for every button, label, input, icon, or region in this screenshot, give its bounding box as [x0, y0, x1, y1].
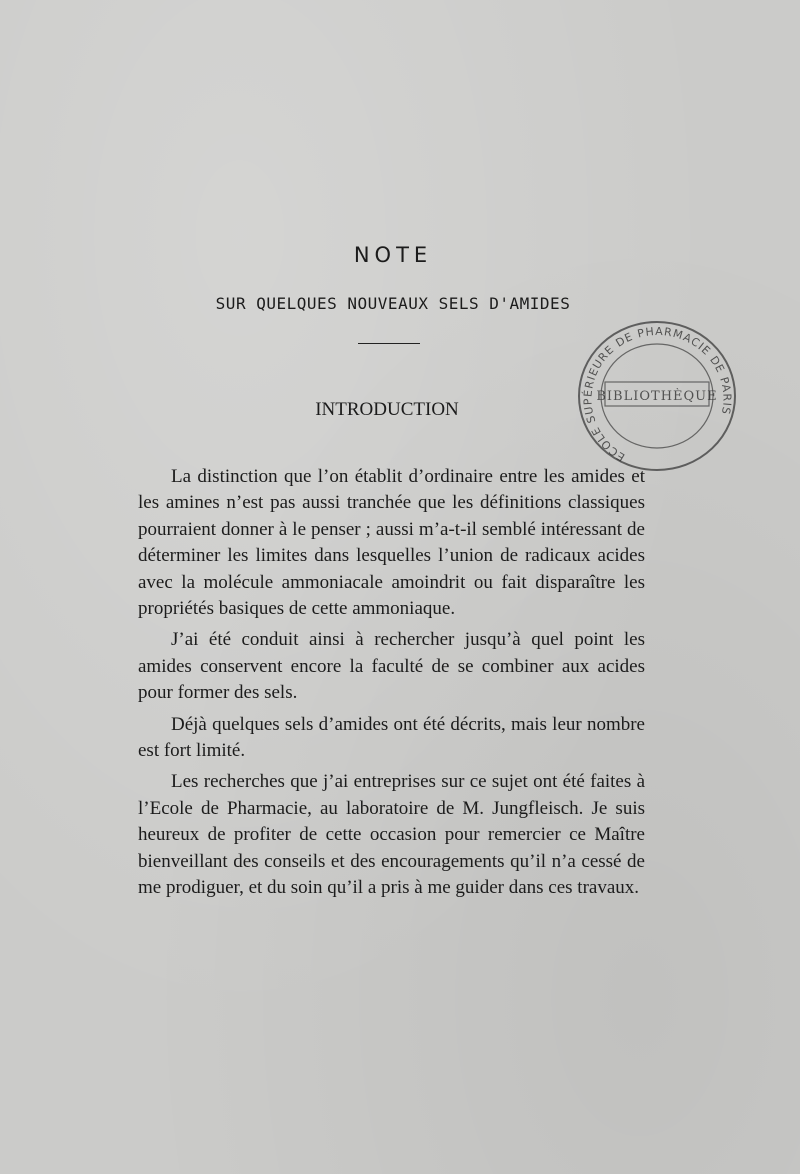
- library-stamp-icon: [575, 318, 740, 473]
- stamp-center-text: BIBLIOTHÈQUE: [596, 389, 718, 404]
- page-subtitle: SUR QUELQUES NOUVEAUX SELS D'AMIDES: [215, 294, 571, 313]
- stamp-ring-text: ECOLE SUPÉRIEURE DE PHARMACIE DE PARIS: [581, 324, 734, 464]
- page-title: NOTE: [353, 243, 433, 267]
- paragraph-1: La distinction que l’on établit d’ordinaire entre les amides et les amines n’est pas aussi tranchée que les définitions classiques pourraient donner à le penser ; aussi m’a-t-il semblé intéressant de déterminer les limites dans lesquelles l’union de radicaux acides avec la molécule ammoniacale amoindrit ou fait disparaître les propriétés basiques de cette ammoniaque.: [138, 466, 645, 620]
- paragraph-3: Déjà quelques sels d’amides ont été décrits, mais leur nombre est fort limité.: [138, 713, 645, 762]
- paragraph-2: J’ai été conduit ainsi à rechercher jusqu’à quel point les amides conservent encore la faculté de se combiner aux acides pour former des sels.: [138, 629, 645, 704]
- title-divider: [358, 343, 420, 344]
- section-heading: INTRODUCTION: [315, 399, 459, 420]
- paragraph-4: Les recherches que j’ai entreprises sur ce sujet ont été faites à l’Ecole de Pharmacie, au laboratoire de M. Jungfleisch. Je suis heureux de profiter de cette occasion pour remercier ce Maître bienveillant des conseils et des encouragements qu’il n’a cessé de me prodiguer, et du soin qu’il a pris à me guider dans ces travaux.: [138, 771, 645, 899]
- body-text: [138, 464, 645, 907]
